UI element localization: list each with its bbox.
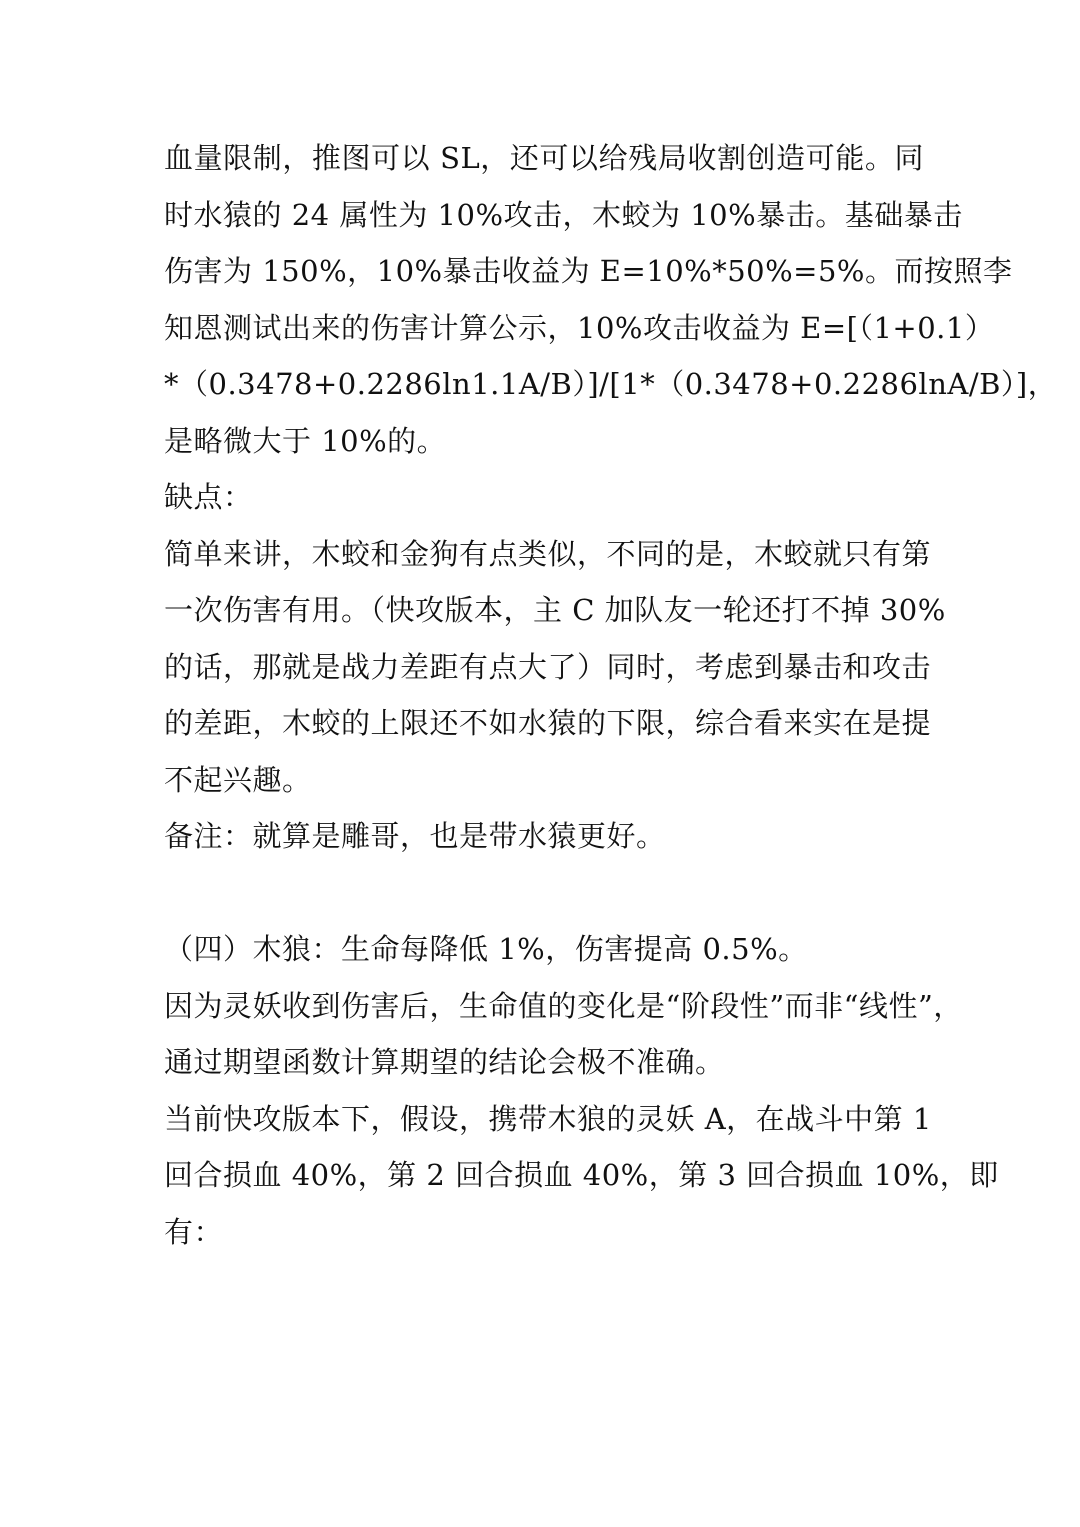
text-line: 一次伤害有用。（快攻版本，主 C 加队友一轮还打不掉 30% [164, 593, 946, 627]
text-line: 的差距，木蛟的上限还不如水猿的下限，综合看来实在是提 [164, 706, 932, 740]
text-line: 是略微大于 10%的。 [164, 423, 447, 458]
text-line: 因为灵妖收到伤害后，生命值的变化是“阶段性”而非“线性”， [164, 988, 963, 1023]
text-line: 不起兴趣。 [164, 762, 312, 797]
text-line: 伤害为 150%，10%暴击收益为 E=10%*50%=5%。而按照李 [164, 254, 1013, 288]
section-heading-drawbacks: 缺点： [164, 480, 253, 514]
blank-line [164, 865, 924, 922]
text-line: 血量限制，推图可以 SL，还可以给残局收割创造可能。同 [164, 141, 924, 175]
text-line: 的话，那就是战力差距有点大了）同时，考虑到暴击和攻击 [164, 649, 932, 684]
section-heading-wood-wolf: （四）木狼：生命每降低 1%，伤害提高 0.5%。 [164, 932, 808, 966]
text-line: 简单来讲，木蛟和金狗有点类似，不同的是，木蛟就只有第 [164, 536, 932, 571]
text-line: 知恩测试出来的伤害计算公示，10%攻击收益为 E=[（1+0.1） [164, 310, 995, 345]
text-line: 通过期望函数计算期望的结论会极不准确。 [164, 1045, 725, 1079]
text-line: 时水猿的 24 属性为 10%攻击，木蛟为 10%暴击。基础暴击 [164, 197, 963, 232]
text-line: *（0.3478+0.2286ln1.1A/B）]/[1*（0.3478+0.2286lnA/B）]， [164, 367, 1058, 401]
text-line: 回合损血 40%，第 2 回合损血 40%，第 3 回合损血 10%，即 [164, 1158, 999, 1192]
note-line: 备注：就算是雕哥，也是带水猿更好。 [164, 819, 666, 853]
text-line: 有： [164, 1214, 224, 1249]
text-line: 当前快攻版本下，假设，携带木狼的灵妖 A，在战斗中第 1 [164, 1101, 932, 1136]
document-body [164, 130, 1058, 1260]
